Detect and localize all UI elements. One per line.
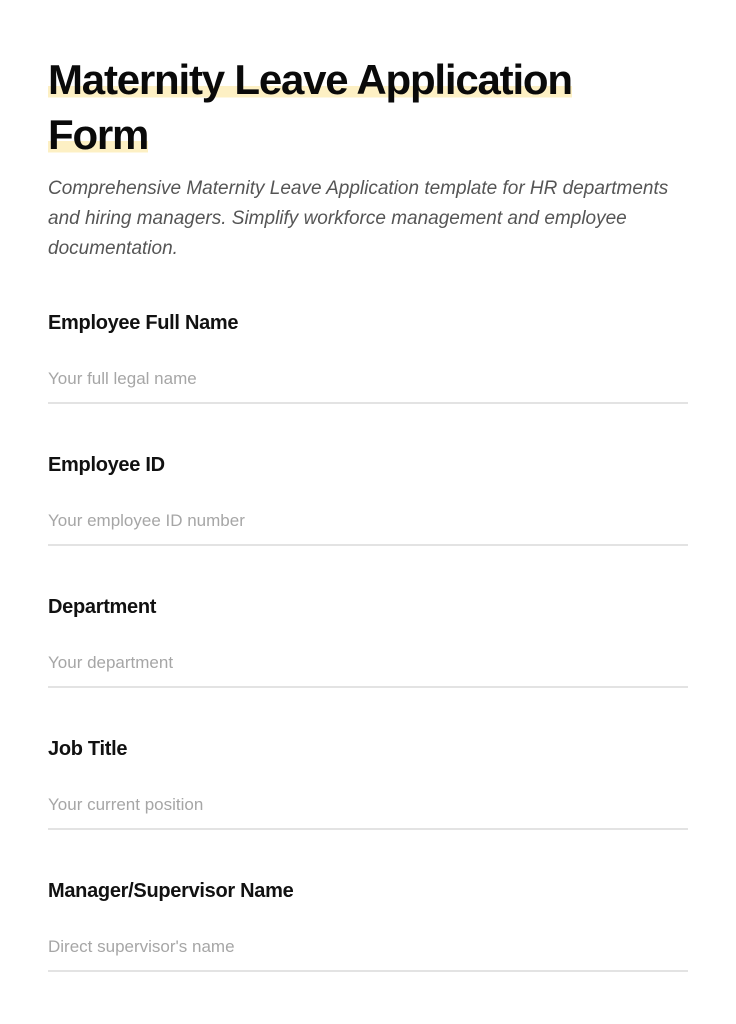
field-manager-supervisor-name <box>48 878 688 972</box>
employee-full-name-label: Employee Full Name <box>48 312 239 334</box>
manager-supervisor-name-label: Manager/Supervisor Name <box>48 880 294 902</box>
employee-full-name-input[interactable] <box>48 366 688 404</box>
department-label: Department <box>48 596 157 618</box>
form-title <box>48 52 648 162</box>
employee-id-label: Employee ID <box>48 454 165 476</box>
field-employee-full-name <box>48 310 688 404</box>
department-input[interactable] <box>48 650 688 688</box>
field-employee-id <box>48 452 688 546</box>
job-title-input[interactable] <box>48 792 688 830</box>
form-description: Comprehensive Maternity Leave Application template for HR departments and hiring managers. Simplify workforce management and employee documentation. <box>48 178 669 259</box>
form-title-line-1: Maternity Leave Application <box>48 56 572 103</box>
job-title-label: Job Title <box>48 738 128 760</box>
field-department <box>48 594 688 688</box>
employee-id-input[interactable] <box>48 508 688 546</box>
form-title-line-2: Form <box>48 111 149 158</box>
field-job-title <box>48 736 688 830</box>
manager-supervisor-name-input[interactable] <box>48 934 688 972</box>
